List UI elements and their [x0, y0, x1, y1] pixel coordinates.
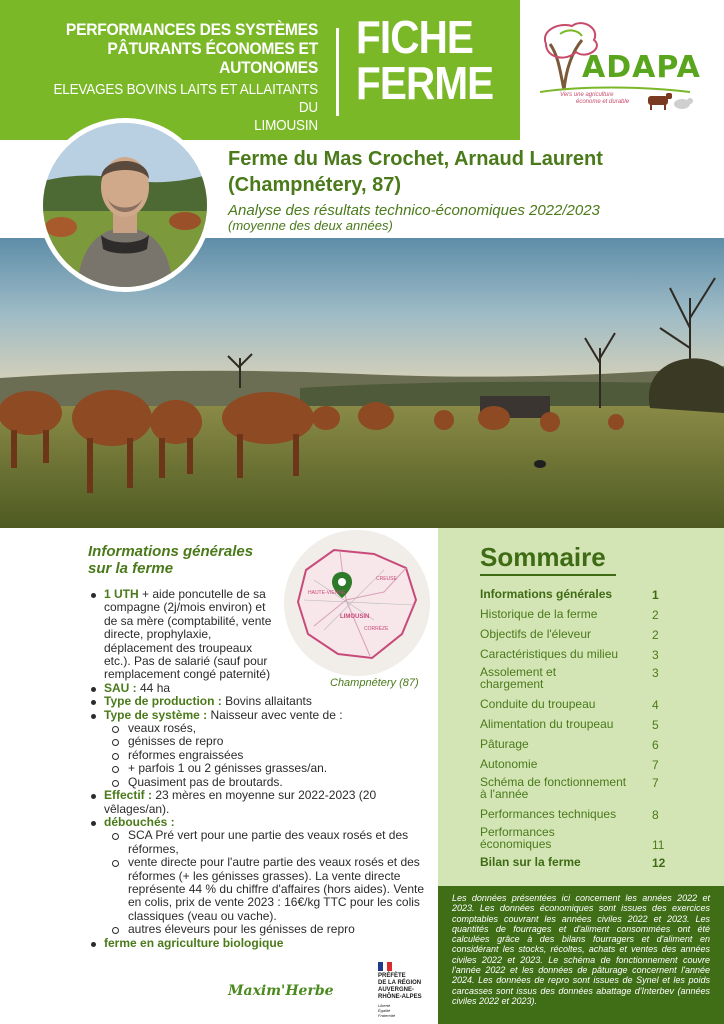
toc-label: Autonomie [480, 757, 538, 771]
toc-item[interactable] [480, 696, 680, 716]
system-sub-item: veaux rosés, [108, 722, 436, 735]
info-section-title [88, 543, 288, 577]
toc-label: Performances techniques [480, 807, 617, 821]
toc-page: 7 [652, 776, 659, 790]
toc-item[interactable] [480, 626, 680, 646]
toc-label: Objectifs de l'éleveur [480, 627, 592, 641]
toc-page: 2 [652, 608, 659, 622]
toc-label: Caractéristiques du milieu [480, 647, 619, 661]
prefet-line-1: PRÉFÈTE [378, 973, 406, 979]
system-sub-item: génisses de repro [108, 735, 436, 748]
toc-page: 3 [652, 666, 659, 680]
toc-label: Pâturage [480, 737, 529, 751]
farm-title-line-2: (Champnétery, 87) [228, 174, 402, 196]
info-title-line-2: sur la ferme [88, 560, 174, 577]
uth-text: + aide poncutelle de sa compagne (2j/mois environ) et de sa mère (comptabilité, vente directe, prophylaxie, déplacement des troupeaux etc.). Pas de salarié (sauf pour remplacement congé paternité) [104, 587, 272, 682]
debouches-label: débouchés : [104, 814, 175, 829]
header-divider [336, 28, 339, 116]
fiche-ferme-title [356, 11, 494, 109]
toc-item[interactable] [480, 586, 680, 606]
toc-page: 3 [652, 648, 659, 662]
adapa-tagline-1: Vers une agriculture [560, 92, 614, 98]
toc-page: 8 [652, 808, 659, 822]
farm-title-line-1: Ferme du Mas Crochet, Arnaud Laurent [228, 148, 603, 170]
effectif-label: Effectif : [104, 788, 152, 803]
map-caption: Champnétery (87) [330, 677, 419, 689]
toc-item[interactable] [480, 716, 680, 736]
map-label-haute-vienne: HAUTE-VIENNE [308, 590, 346, 596]
adapa-tagline-2: économe et durable [576, 99, 630, 105]
toc-page: 2 [652, 628, 659, 642]
toc-label: Bilan sur la ferme [480, 855, 581, 869]
system-label: Type de système : [104, 707, 208, 722]
adapa-logo [520, 0, 724, 140]
adapa-name: ADAPA [582, 50, 701, 85]
location-map [284, 530, 430, 676]
production-text: Bovins allaitants [221, 694, 312, 709]
toc-label: Informations générales [480, 587, 613, 601]
map-label-creuse: CREUSE [376, 576, 397, 582]
toc-item[interactable] [480, 606, 680, 626]
system-text: Naisseur avec vente de : [207, 707, 343, 722]
prefet-line-6: Égalité [378, 1008, 391, 1013]
farm-subtitle: Analyse des résultats technico-économiques 2022/2023 [228, 202, 600, 219]
prefet-line-4: RHÔNE-ALPES [378, 994, 422, 1000]
effectif-text: 23 mères en moyenne sur 2022-2023 (20 vêlages/an). [104, 788, 377, 816]
info-title-line-1: Informations générales [88, 543, 254, 560]
prefet-logo [378, 962, 438, 1018]
toc-label: Historique de la ferme [480, 607, 598, 621]
toc-item[interactable] [480, 756, 680, 776]
farm-subtitle-2: (moyenne des deux années) [228, 218, 393, 233]
prefet-line-7: Fraternité [378, 1013, 396, 1018]
uth-label: 1 UTH [104, 587, 139, 601]
sau-text: 44 ha [136, 680, 171, 695]
debouches-sub-item: autres éleveurs pour les génisses de repro [108, 923, 436, 936]
toc-item[interactable] [480, 646, 680, 666]
info-item-system [86, 709, 436, 789]
info-item-production [86, 695, 436, 708]
info-item-effectif [86, 789, 436, 816]
toc-page: 7 [652, 758, 659, 772]
header-line-4: LIMOUSIN [254, 117, 318, 134]
toc-page: 6 [652, 738, 659, 752]
info-item-uth [86, 588, 272, 682]
toc-page: 12 [652, 856, 666, 870]
fiche-word: FICHE [356, 11, 474, 63]
prefet-line-2: DE LA RÉGION [378, 980, 422, 986]
header-title-block [18, 20, 318, 135]
maxim-herbe-text: Maxim'Herbe [228, 983, 334, 999]
toc-page: 1 [652, 588, 659, 602]
farmer-portrait [38, 118, 212, 292]
toc-label: Conduite du troupeau [480, 697, 596, 711]
toc-item[interactable] [480, 736, 680, 756]
ferme-word: FERME [356, 57, 494, 109]
toc-page: 11 [652, 838, 665, 852]
toc-page: 4 [652, 698, 659, 712]
prefet-line-5: Liberté [378, 1003, 391, 1008]
system-sub-item: + parfois 1 ou 2 génisses grasses/an. [108, 762, 436, 775]
toc-item[interactable] [480, 666, 680, 696]
toc-label: Alimentation du troupeau [480, 717, 614, 731]
bio-label: ferme en agriculture biologique [104, 935, 284, 950]
debouches-sub-item: vente directe pour l'autre partie des veaux rosés et des réformes (+ les génisses grasses). La vente directe représente 44 % du chiffre d'affaires (hors aides). Vente en colis, prix de vente 2023 : 16€/kg TTC pour les colis classiques (veau ou vache). [108, 856, 436, 923]
toc-item[interactable] [480, 806, 680, 826]
toc-label: Performances économiques [480, 825, 555, 851]
prefet-line-3: AUVERGNE- [378, 987, 415, 993]
system-sub-item: réformes engraissées [108, 749, 436, 762]
debouches-sub-list [108, 829, 436, 936]
header-line-2: PÂTURANTS ÉCONOMES ET AUTONOMES [107, 39, 318, 77]
info-item-bio [86, 937, 436, 950]
marianne-flag-icon [378, 962, 392, 971]
toc-item[interactable] [480, 856, 680, 876]
toc-page: 5 [652, 718, 659, 732]
toc-item[interactable] [480, 776, 680, 806]
map-label-limousin: LIMOUSIN [340, 614, 370, 620]
map-label-correze: CORRÈZE [364, 626, 389, 632]
header-line-3: ELEVAGES BOVINS LAITS ET ALLAITANTS DU [53, 81, 318, 116]
farmer-portrait-image [43, 123, 207, 287]
production-label: Type de production : [104, 694, 222, 709]
maxim-herbe-logo [228, 982, 334, 1012]
system-sub-item: Quasiment pas de broutards. [108, 776, 436, 789]
sau-label: SAU : [104, 680, 137, 695]
header-line-1: PERFORMANCES DES SYSTÈMES [65, 20, 318, 39]
sommaire-title: Sommaire [480, 542, 616, 576]
system-sub-list [108, 722, 436, 789]
toc-label: Schéma de fonctionnement à l'année [480, 775, 627, 801]
data-notes: Les données présentées ici concernent les années 2022 et 2023. Les données économiques sont issues des exercices comptables couvrant les années civiles 2022 et 2023. Les quantités de fourrages et d'aliment consommées ont été calculées grâce à des bilans fourragers et d'aliment en considérant les stocks, récoltes, achats et ventes des années civiles 2022 et 2023. Le schéma de fonctionnement couvre l'année 2022 et les données de pâturage concernent l'année 2024. Les données de repro sont issues de Synel et les poids carcasses sont issus des données abattage d'Interbev (années civiles 2022 et 2023). [452, 893, 710, 1006]
toc-label: Assolement et chargement [480, 665, 557, 691]
toc-item[interactable] [480, 826, 680, 856]
debouches-sub-item: SCA Pré vert pour une partie des veaux rosés et des réformes, [108, 829, 436, 856]
table-of-contents [480, 586, 680, 876]
farm-title [228, 146, 698, 198]
info-item-debouches [86, 816, 436, 937]
